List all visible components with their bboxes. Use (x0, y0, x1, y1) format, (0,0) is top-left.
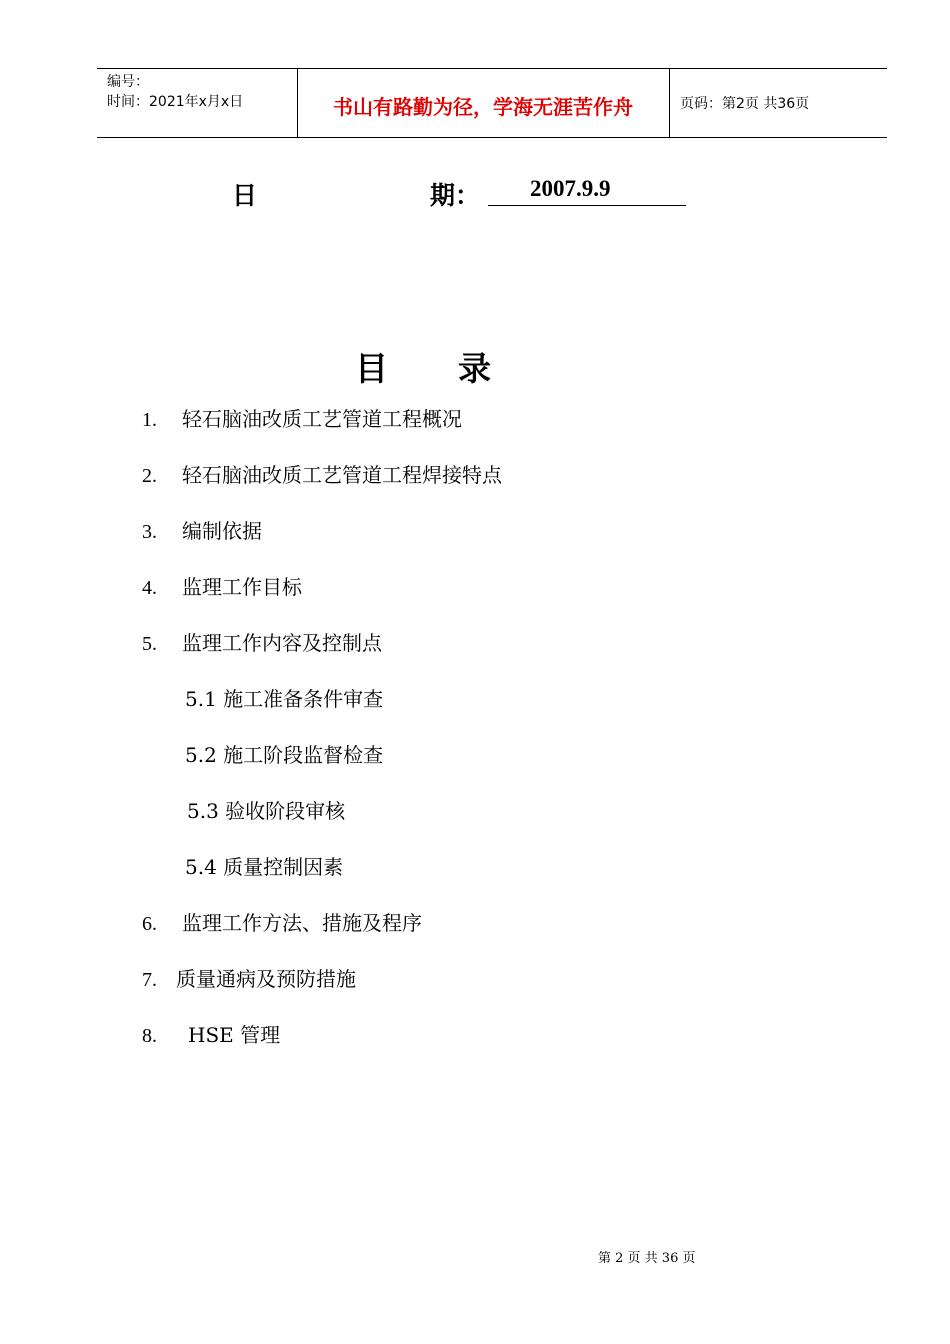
toc-subitem (185, 683, 383, 712)
toc-item-text: 监理工作目标 (182, 575, 302, 599)
toc-item-text: 编制依据 (182, 519, 262, 543)
toc-subitem (187, 795, 345, 824)
toc-item (142, 515, 262, 544)
toc-item-number: 8. (142, 1025, 157, 1047)
toc-subitem-text: 5.2 施工阶段监督检查 (185, 743, 384, 767)
header-meta-cell (97, 69, 298, 137)
header-page-cell (670, 69, 887, 137)
toc-item (142, 907, 422, 936)
page-footer: 第 2 页 共 36 页 (598, 1251, 696, 1266)
toc-title-first-char: 目 (355, 349, 388, 388)
toc-item-text: 轻石脑油改质工艺管道工程焊接特点 (182, 463, 502, 487)
document-number-label: 编号： (107, 74, 149, 90)
toc-item-number: 1. (142, 409, 157, 431)
toc-item-number: 5. (142, 633, 157, 655)
toc-item (142, 403, 462, 432)
toc-subitem-text: 5.4 质量控制因素 (185, 855, 344, 879)
toc-title-second-char: 录 (458, 349, 491, 388)
toc-item (142, 963, 356, 992)
toc-item-number: 7. (142, 969, 157, 991)
date-label-first: 日 (232, 181, 258, 210)
toc-subitem-text: 5.3 验收阶段审核 (187, 799, 346, 823)
toc-item (142, 459, 502, 488)
header-motto: 书山有路勤为径，学海无涯苦作舟 (333, 95, 633, 119)
header-page-info: 页码：第2页 共36页 (680, 96, 810, 112)
toc-item (142, 571, 302, 600)
document-time-label: 时间：2021年x月x日 (107, 94, 244, 110)
toc-item-text: 监理工作内容及控制点 (182, 631, 382, 655)
toc-item-text: 质量通病及预防措施 (176, 967, 356, 991)
toc-item (142, 627, 382, 656)
date-value: 2007.9.9 (488, 176, 686, 206)
date-label-second: 期： (430, 181, 481, 210)
toc-item-text: 轻石脑油改质工艺管道工程概况 (182, 407, 462, 431)
toc-item-number: 3. (142, 521, 157, 543)
page-header (97, 68, 887, 138)
toc-item (142, 1019, 280, 1048)
toc-item-text: 监理工作方法、措施及程序 (182, 911, 422, 935)
toc-subitem (185, 739, 383, 768)
date-row (0, 176, 950, 216)
toc-item-number: 6. (142, 913, 157, 935)
toc-item-number: 2. (142, 465, 157, 487)
toc-item-number: 4. (142, 577, 157, 599)
toc-subitem (185, 851, 343, 880)
toc-subitem-text: 5.1 施工准备条件审查 (185, 687, 384, 711)
toc-item-text: HSE 管理 (188, 1023, 281, 1047)
header-motto-cell (297, 69, 670, 137)
